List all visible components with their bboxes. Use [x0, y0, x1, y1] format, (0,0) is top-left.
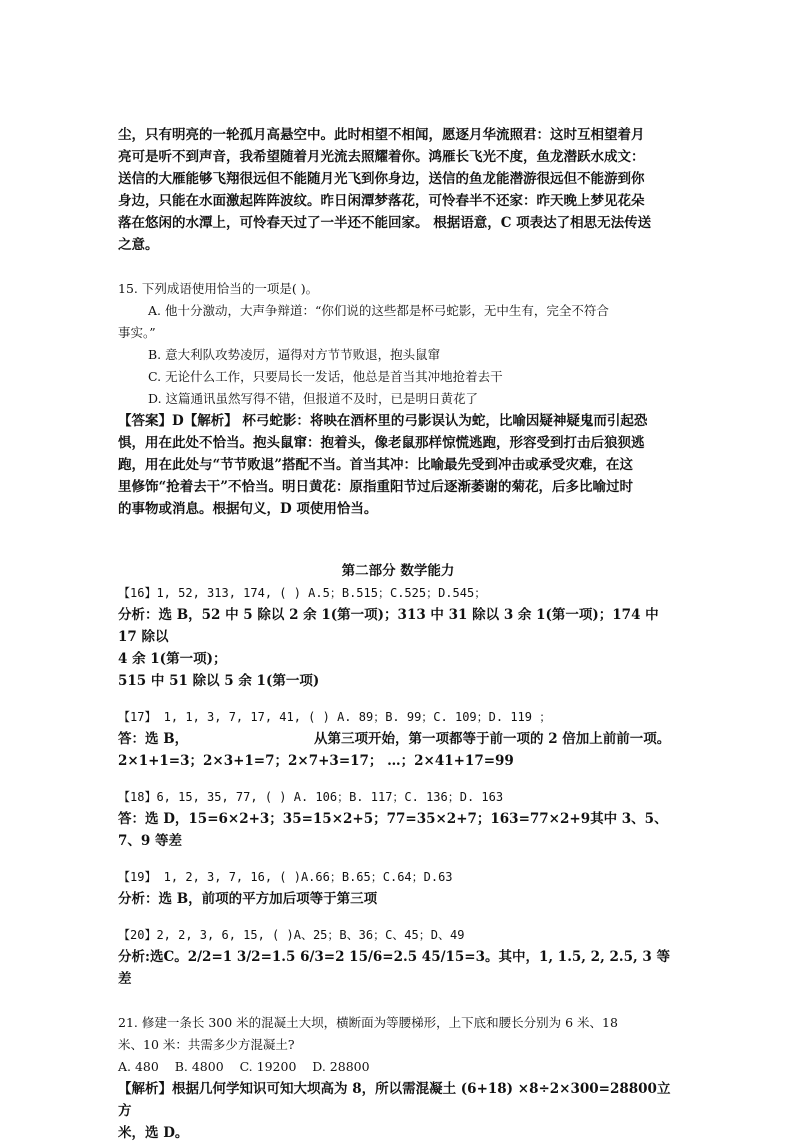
paragraph-line: 送信的大雁能够飞翔很远但不能随月光飞到你身边，送信的鱼龙能潜游很远但不能游到你 [118, 171, 645, 187]
answer-line [118, 728, 678, 750]
question-21 [118, 1012, 678, 1144]
paragraph-line: 之意。 [118, 237, 159, 253]
answer-line: 答：选 D，15=6×2+3；35=15×2+5；77=35×2+7；163=77×2+9其中 3、5、7、9 等差 [118, 811, 668, 849]
paragraph-line: 亮可是听不到声音，我希望随着月光流去照耀着你。鸿雁长飞光不度，鱼龙潜跃水成文： [118, 149, 645, 165]
option-a: A. 他十分激动，大声争辩道：“你们说的这些都是杯弓蛇影，无中生有，完全不符合 [148, 303, 609, 318]
answer-line: 【答案】D【解析】 杯弓蛇影：将映在酒杯里的弓影误认为蛇，比喻因疑神疑鬼而引起恐 [118, 413, 648, 429]
answer-prefix: 答：选 B， [118, 731, 189, 747]
document-page [118, 124, 678, 1144]
question-18 [118, 786, 678, 852]
question-stem: 【16】1, 52, 313, 174, ( ) A.5；B.515；C.525；D.545； [118, 586, 487, 600]
question-stem: 【20】2, 2, 3, 6, 15, ( )A、25；B、36；C、45；D、49 [118, 928, 465, 942]
formula-line: 2×1+1=3；2×3+1=7；2×7+3=17； …；2×41+17=99 [118, 753, 514, 769]
answer-line: 分析：选 B，前项的平方加后项等于第三项 [118, 891, 378, 907]
question-20 [118, 924, 678, 990]
question-19 [118, 866, 678, 910]
question-stem: 【17】 1, 1, 3, 7, 17, 41, ( ) A. 89；B. 99；C. 109；D. 119 ； [118, 710, 552, 724]
poem-explanation-paragraph [118, 124, 678, 256]
option-d: D. 这篇通讯虽然写得不错，但报道不及时，已是明日黄花了 [148, 391, 479, 406]
answer-line: 里修饰“抢着去干”不恰当。明日黄花：原指重阳节过后逐渐萎谢的菊花，后多比喻过时 [118, 479, 634, 495]
question-16 [118, 582, 678, 692]
analysis-line: 米，选 D。 [118, 1125, 189, 1141]
paragraph-line: 身边，只能在水面激起阵阵波纹。昨日闲潭梦落花，可怜春半不还家：昨天晚上梦见花朵 [118, 193, 645, 209]
question-stem-continued: 米、10 米：共需多少方混凝土? [118, 1037, 295, 1052]
analysis-line: 分析：选 B，52 中 5 除以 2 余 1(第一项)；313 中 31 除以 3 余 1(第一项)；174 中 17 除以 [118, 607, 659, 645]
answer-line: 跑，用在此处与“节节败退”搭配不当。首当其冲：比喻最先受到冲击或承受灾难，在这 [118, 457, 634, 473]
answer-line: 差 [118, 971, 132, 987]
answer-line: 的事物或消息。根据句义，D 项使用恰当。 [118, 501, 378, 517]
options-line: A. 480 B. 4800 C. 19200 D. 28800 [118, 1059, 370, 1074]
question-stem: 【18】6, 15, 35, 77, ( ) A. 106；B. 117；C. 136；D. 163 [118, 790, 504, 804]
paragraph-line: 尘，只有明亮的一轮孤月高悬空中。此时相望不相闻，愿逐月华流照君：这时互相望着月 [118, 127, 645, 143]
option-b: B. 意大利队攻势凌厉，逼得对方节节败退，抱头鼠窜 [148, 347, 441, 362]
analysis-line: 515 中 51 除以 5 余 1(第一项) [118, 673, 320, 689]
answer-line: 惧，用在此处不恰当。抱头鼠窜：抱着头，像老鼠那样惊慌逃跑，形容受到打击后狼狈逃 [118, 435, 645, 451]
analysis-line: 【解析】根据几何学知识可知大坝高为 8，所以需混凝土 (6+18) ×8÷2×300=28800立方 [118, 1081, 671, 1119]
answer-text: 从第三项开始，第一项都等于前一项的 2 倍加上前前一项。 [314, 731, 671, 747]
option-c: C. 无论什么工作，只要局长一发话，他总是首当其冲地抢着去干 [148, 369, 503, 384]
question-stem: 【19】 1, 2, 3, 7, 16, ( )A.66；B.65；C.64；D.63 [118, 870, 453, 884]
question-stem: 21. 修建一条长 300 米的混凝土大坝，横断面为等腰梯形，上下底和腰长分别为 6 米、18 [118, 1015, 618, 1030]
question-17 [118, 706, 678, 772]
section-title: 第二部分 数学能力 [341, 563, 455, 579]
question-stem: 15. 下列成语使用恰当的一项是( )。 [118, 281, 319, 296]
question-15 [118, 278, 678, 520]
analysis-line: 4 余 1(第一项)； [118, 651, 227, 667]
option-a-continued: 事实。” [118, 325, 156, 340]
paragraph-line: 落在悠闲的水潭上，可怜春天过了一半还不能回家。 根据语意，C 项表达了相思无法传送 [118, 215, 652, 231]
answer-line: 分析:选C。2/2=1 3/2=1.5 6/3=2 15/6=2.5 45/15=3。其中，1, 1.5, 2, 2.5, 3 等 [118, 949, 670, 965]
